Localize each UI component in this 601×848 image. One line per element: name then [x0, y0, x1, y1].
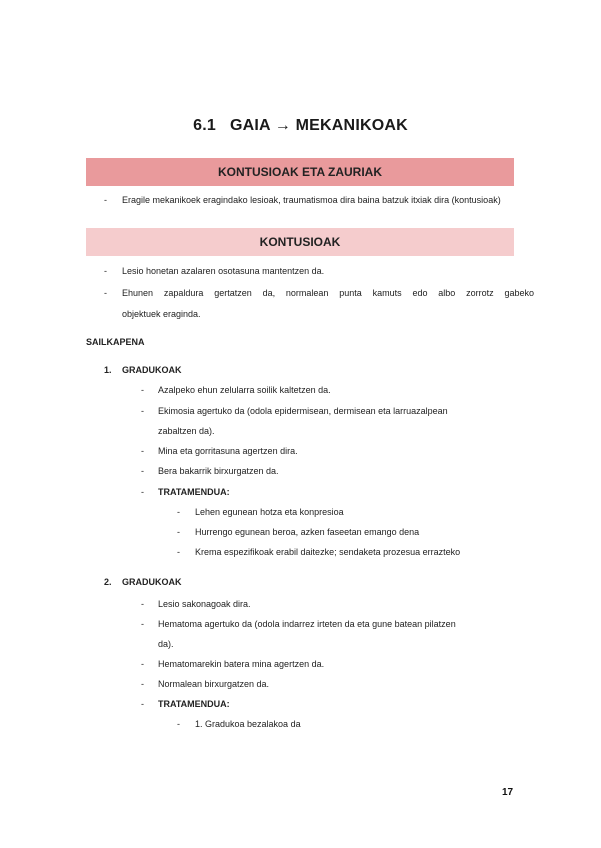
banner-title: KONTUSIOAK ETA ZAURIAK: [218, 165, 382, 179]
list-item: Lesio sakonagoak dira.: [158, 599, 251, 609]
treatment-item: 1. Gradukoa bezalakoa da: [195, 719, 301, 729]
list-item: Lesio honetan azalaren osotasuna mantentzen da.: [122, 266, 325, 276]
bullet-dash: -: [104, 288, 107, 298]
grade2-number: 2.: [104, 577, 112, 587]
treatment-item: Krema espezifikoak erabil daitezke; sendaketa prozesua errazteko: [195, 547, 461, 557]
page-title: [0, 117, 601, 135]
bullet-dash: -: [141, 446, 144, 456]
treatment-label: TRATAMENDUA:: [158, 487, 230, 497]
bullet-dash: -: [141, 619, 144, 629]
list-item: Azalpeko ehun zelularra soilik kaltetzen da.: [158, 385, 331, 395]
bullet-dash: -: [104, 195, 107, 205]
treatment-item: Lehen egunean hotza eta konpresioa: [195, 507, 344, 517]
list-item: Hematoma agertuko da (odola indarrez irteten da eta gune batean pilatzen: [158, 619, 456, 629]
list-item-continuation: objektuek eraginda.: [122, 309, 201, 319]
treatment-item: Hurrengo egunean beroa, azken faseetan emango dena: [195, 527, 420, 537]
bullet-dash: -: [141, 385, 144, 395]
grade1-number: 1.: [104, 365, 112, 375]
bullet-dash: -: [141, 599, 144, 609]
bullet-dash: -: [177, 719, 180, 729]
bullet-dash: -: [104, 266, 107, 276]
grade1-title: GRADUKOAK: [122, 365, 182, 375]
treatment-label: TRATAMENDUA:: [158, 699, 230, 709]
section-number: 6.1: [193, 117, 216, 134]
list-item: Ehunen zapaldura gertatzen da, normalean punta kamuts edo albo zorrotz gabeko: [122, 288, 534, 298]
bullet-dash: -: [177, 547, 180, 557]
bullet-dash: -: [141, 487, 144, 497]
list-item: Eragile mekanikoek eragindako lesioak, traumatismoa dira baina batzuk itxiak dira (kontusioak): [122, 195, 501, 205]
list-item-continuation: zabaltzen da).: [158, 426, 215, 436]
list-item: Hematomarekin batera mina agertzen da.: [158, 659, 325, 669]
section-title-text: GAIA → MEKANIKOAK: [229, 117, 408, 134]
bullet-dash: -: [177, 507, 180, 517]
bullet-dash: -: [141, 406, 144, 416]
list-item-continuation: da).: [158, 639, 174, 649]
bullet-dash: -: [141, 659, 144, 669]
section-banner-kontusioak-eta-zauriak: [86, 158, 514, 186]
list-item: Ekimosia agertuko da (odola epidermisean, dermisean eta larruazalpean: [158, 406, 448, 416]
classification-label: SAILKAPENA: [86, 337, 145, 347]
bullet-dash: -: [141, 679, 144, 689]
bullet-dash: -: [177, 527, 180, 537]
list-item: Bera bakarrik birxurgatzen da.: [158, 466, 279, 476]
banner-title: KONTUSIOAK: [259, 235, 341, 249]
page-number: 17: [502, 787, 514, 798]
grade2-title: GRADUKOAK: [122, 577, 182, 587]
bullet-dash: -: [141, 466, 144, 476]
list-item: Normalean birxurgatzen da.: [158, 679, 270, 689]
list-item: Mina eta gorritasuna agertzen dira.: [158, 446, 298, 456]
bullet-dash: -: [141, 699, 144, 709]
section-banner-kontusioak: [86, 228, 514, 256]
